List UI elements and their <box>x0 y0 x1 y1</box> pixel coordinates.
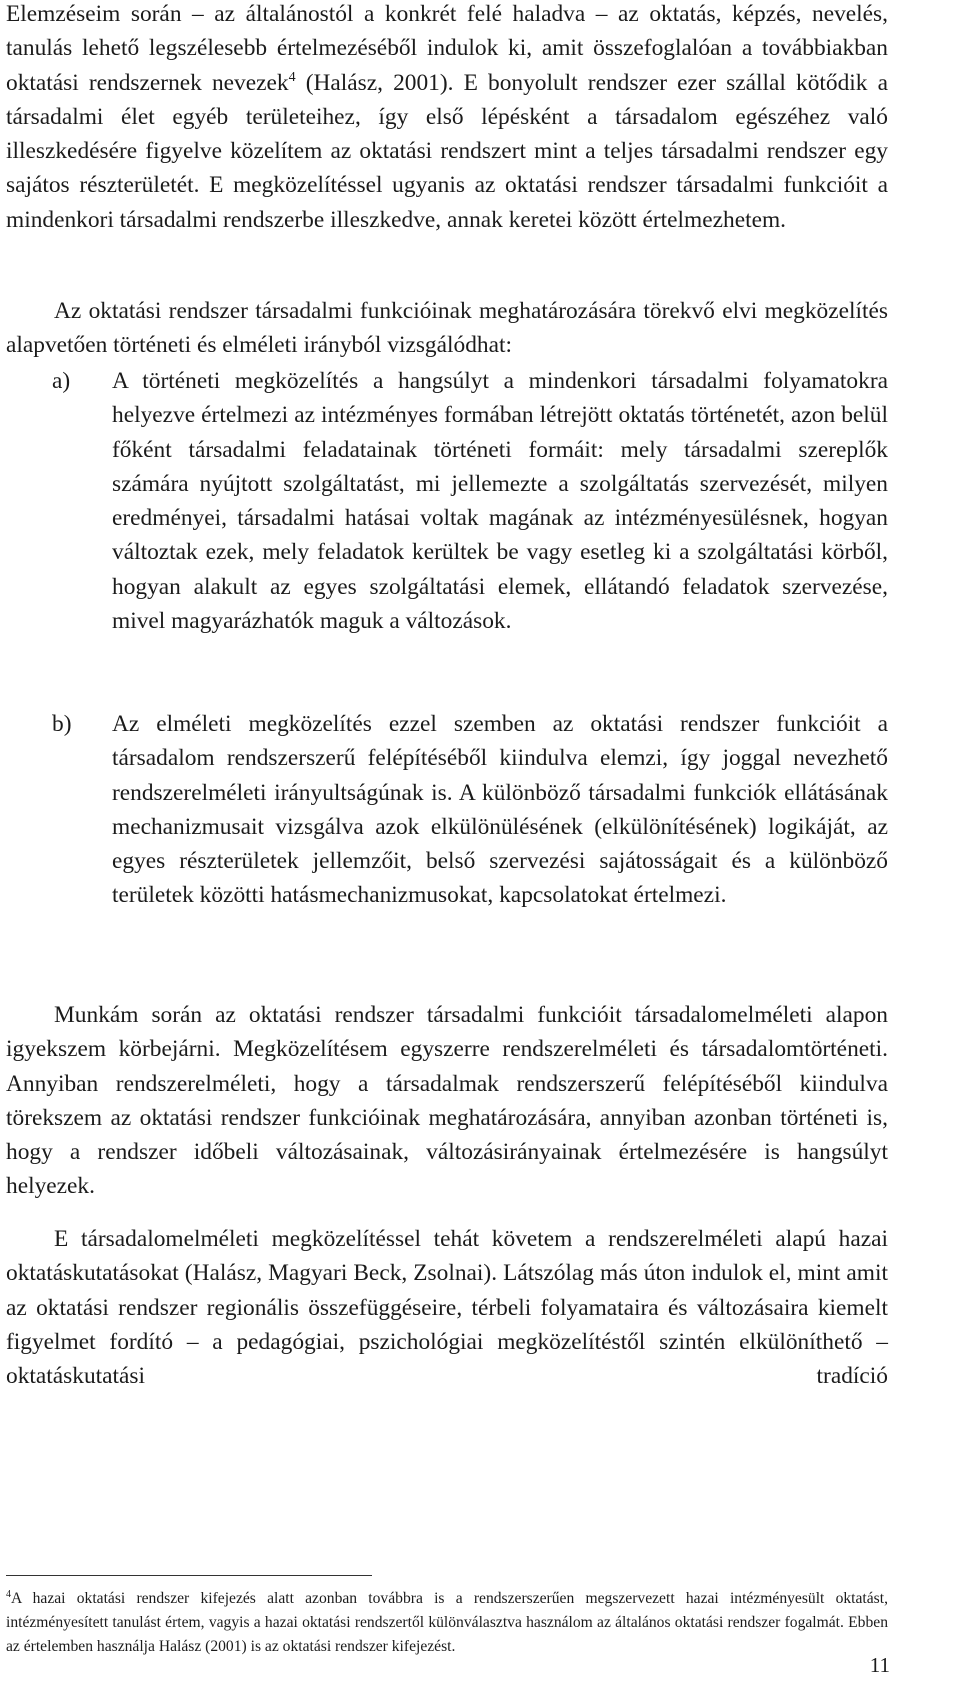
footnote-divider <box>6 1575 372 1576</box>
paragraph-theory: E társadalomelméleti megközelítéssel tehát követem a rendszerelméleti alapú hazai oktatáskutatásokat (Halász, Magyari Beck, Zsolnai). Látszólag más úton indulok el, mint amit az oktatási rendszer regionális összefüggéseire, térbeli folyamataira és változásaira kiemelt figyelmet fordító – a pedagógiai, pszichológiai megközelítéstől szintén elkülöníthető – oktatáskutatási tradíció <box>6 1226 888 1390</box>
list-item-historical <box>52 364 888 638</box>
list-item-text: A történeti megközelítés a hangsúlyt a mindenkori társadalmi folyamatokra helyezve értelmezi az intézményes formában létrejött oktatás történetét, azon belül főként társadalmi feladatainak történeti formáit: mely társadalmi szereplők számára nyújtott szolgáltatást, mi jellemezte a szolgáltatás szervezését, milyen eredményei, társadalmi hatásai voltak magának az intézményesülésnek, hogyan változtak ezek, mely feladatok kerültek be vagy esetleg ki a szolgáltatási körből, hogyan alakult az egyes szolgáltatási elemek, ellátandó feladatok szervezése, mivel magyarázhatók maguk a változások. <box>112 368 888 635</box>
page-number: 11 <box>869 1653 890 1677</box>
paragraph-method: Munkám során az oktatási rendszer társadalmi funkcióit társadalomelméleti alapon igyekszem körbejárni. Megközelítésem egyszerre rendszerelméleti és társadalomtörténeti. Annyiban rendszerelméleti, hogy a társadalmak rendszerszerű felépítéséből kiindulva törekszem az oktatási rendszer funkcióinak meghatározására, annyiban azonban történeti is, hogy a rendszer időbeli változásainak, változásirányainak értelmezésére is hangsúlyt helyezek. <box>6 1002 888 1200</box>
list-item-text: Az elméleti megközelítés ezzel szemben az oktatási rendszer funkcióit a társadalom rendszerszerű felépítéséből kiindulva elemzi, így joggal nevezhető rendszerelméleti irányultságúnak is. A különböző társadalmi funkciók ellátásának mechanizmusait vizsgálva azok elkülönülésének (elkülönítésének) logikáját, az egyes részterületek jellemzőit, belső szervezési sajátosságait és a különböző területek közötti hatásmechanizmusokat, kapcsolatokat értelmezi. <box>112 711 888 909</box>
footnote-number: 4 <box>6 1589 11 1600</box>
footnote-text: A hazai oktatási rendszer kifejezés alatt azonban továbbra is a rendszerszerűen megszervezett hazai intézményesült oktatást, intézményesített tanulást értem, vagyis a hazai oktatási rendszertől különválasztva használom az általános oktatási rendszer fogalmát. Ebben az értelemben használja Halász (2001) is az oktatási rendszer kifejezést. <box>6 1590 888 1656</box>
paragraph-intro-text: Elemzéseim során – az általánostól a konkrét felé haladva – az oktatás, képzés, nevelés, tanulás lehető legszélesebb értelmezéséből indulok ki, amit összefoglalóan a továbbiakban oktatási rendszernek nevezek <box>6 1 888 96</box>
footnote-reference: 4 <box>288 69 296 85</box>
footnote <box>6 1587 888 1660</box>
paragraph-approaches: Az oktatási rendszer társadalmi funkcióinak meghatározására törekvő elvi megközelítés alapvetően történeti és elméleti irányból vizsgálódhat: <box>6 298 888 359</box>
list-marker: b) <box>52 711 72 737</box>
list-marker: a) <box>52 368 71 394</box>
paragraph-intro-continuation: (Halász, 2001). E bonyolult rendszer ezer szállal kötődik a társadalmi élet egyéb területeihez, így első lépésként a társadalom egészéhez való illeszkedésére figyelve közelítem az oktatási rendszert mint a teljes társadalmi rendszer egy sajátos részterületét. E megközelítéssel ugyanis az oktatási rendszer társadalmi funkcióit a mindenkori társadalmi rendszerbe illeszkedve, annak keretei között értelmezhetem. <box>6 69 888 233</box>
list-item-theoretical <box>52 707 888 913</box>
paragraph-intro <box>6 0 888 237</box>
